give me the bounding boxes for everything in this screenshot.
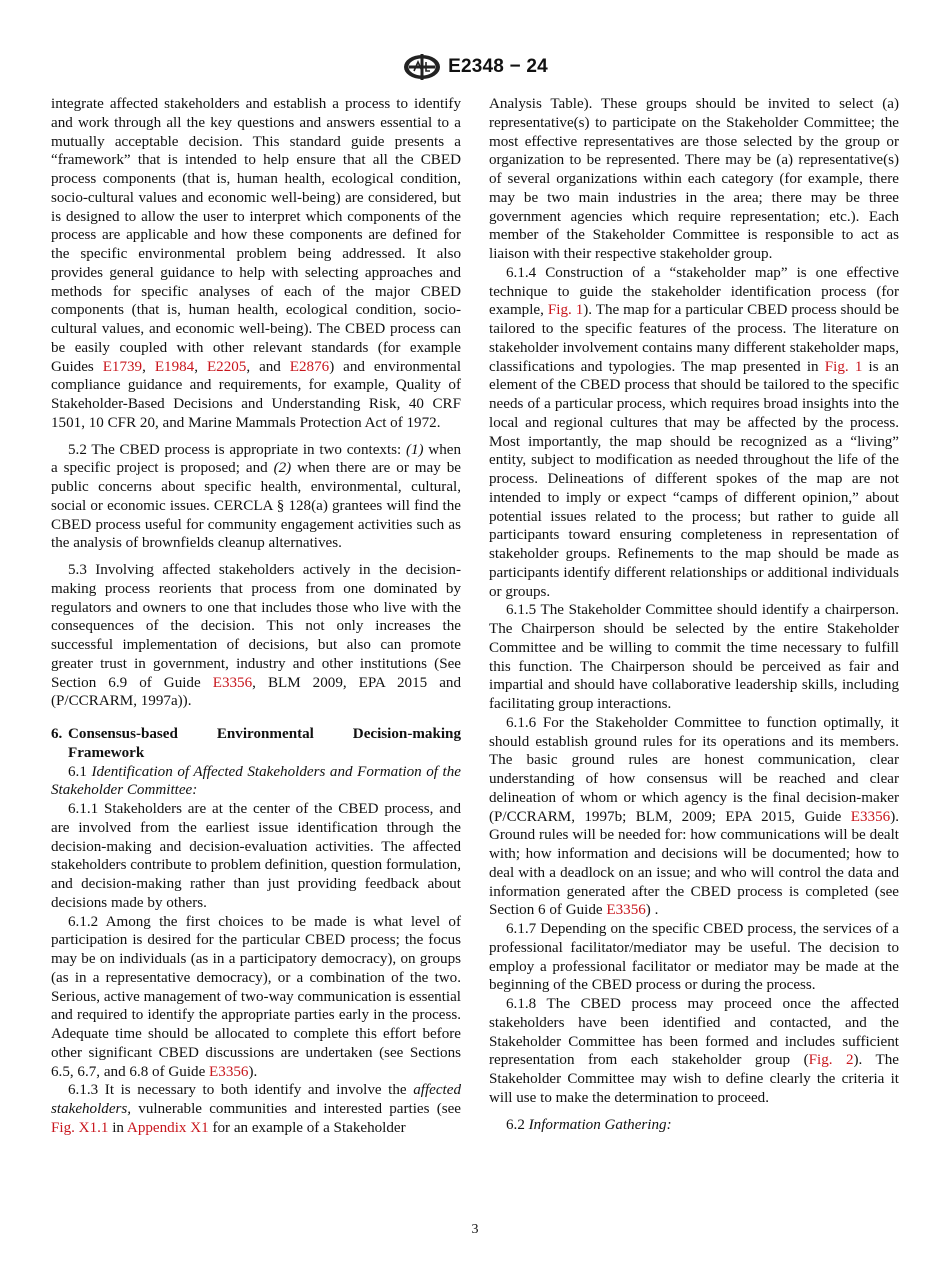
ref-e2205-link[interactable]: E2205 xyxy=(206,358,247,375)
page-number: 3 xyxy=(471,1222,479,1237)
ref-e2876-link[interactable]: E2876 xyxy=(289,358,330,375)
ref-fig-2-link[interactable]: Fig. 2 xyxy=(808,1052,854,1069)
ref-fig-x1-1-link[interactable]: Fig. X1.1 xyxy=(51,1119,109,1136)
paragraph-5-2: 5.2 The CBED process is appropriate in two contexts: (1) when a specific project is proposed; and (2) when there are or may be public concerns about specific health, environmental, cultural, social or economic issues. CERCLA § 128(a) grantees will find the CBED process useful for community engagement activities such as the analysis of brownfields cleanup alternatives. xyxy=(51,441,461,552)
ref-appendix-x1-link[interactable]: Appendix X1 xyxy=(126,1119,209,1136)
ref-fig-1-link[interactable]: Fig. 1 xyxy=(547,302,584,319)
ref-e3356-link[interactable]: E3356 xyxy=(850,808,891,825)
paragraph-5-3: 5.3 Involving affected stakeholders actively in the decision-making process reorients that process from one dominated by regulators and owners to one that includes those who live with the consequences of the decision. This not only increases the successful implementation of decisions, but also can promote greater trust in government, industry and other institutions (See Section 6.9 of Guide E3356, BLM 2009, EPA 2015 and (P/CCRARM, 1997a)). xyxy=(51,562,461,710)
ref-e1984-link[interactable]: E1984 xyxy=(154,358,195,375)
right-column xyxy=(489,95,899,1134)
paragraph-6-1-3-continued: Analysis Table). These groups should be invited to select (a) representative(s) to participate on the Stakeholder Committee; the most effective representatives are those selected by the group or organization to be represented. There may be (a) representative(s) of several organizations within each category (for example, there may be two main industries in the area; there may be three government agencies which require representation; etc.). Each member of the Stakeholder Committee is responsible to act as liaison with their respective stakeholder group. xyxy=(489,96,899,262)
paragraph-6-1-4: 6.1.4 Construction of a “stakeholder map” is one effective technique to guide the stakeholder identification process (for example, Fig. 1). The map for a particular CBED process should be tailored to the specific features of the process. The literature on stakeholder involvement contains many different stakeholder maps, classifications and typologies. The map presented in Fig. 1 is an element of the CBED process that should be tailored to the specific needs of a particular process, which requires broad insights into the local and regional cultures that may be affected by the process. Most importantly, the map should be recognized as a “living” entity, subject to modification as needed throughout the life of the process. Delineations of different spokes of the map are not intended to imply or expect “camps of different opinion,” about potential issues related to the process; but rather to guide all participants toward ensuring completeness in representation of stakeholder groups. Refinements to the map should be made as participants identify different relationships or additional individuals or groups. xyxy=(489,264,899,600)
astm-logo-icon xyxy=(402,52,442,82)
standard-designation: E2348 − 24 xyxy=(448,56,548,77)
paragraph-6-1: 6.1 Identification of Affected Stakeholders and Formation of the Stakeholder Committee: xyxy=(51,763,461,799)
ref-e3356-link[interactable]: E3356 xyxy=(212,674,253,691)
ref-e1739-link[interactable]: E1739 xyxy=(102,358,143,375)
paragraph-6-1-1: 6.1.1 Stakeholders are at the center of the CBED process, and are involved from the earliest issue identification through the decision-making and decision-evaluation activities. The affected stakeholders contribute to problem definition, question formulation, and decision-making rather than just providing feedback about decisions made by others. xyxy=(51,801,461,911)
paragraph-6-1-6: 6.1.6 For the Stakeholder Committee to function optimally, it should establish ground rules for its operations and its members. The basic ground rules are honest communication, clear understanding of how consensus will be reached and clear delineation of whom or which agency is the final decision-maker (P/CCRARM, 1997b; BLM, 2009; EPA 2015, Guide E3356). Ground rules will be needed for: how communications will be dealt with; how information and decisions will be documented; how to deal with a deadlock on an issue; and who will control the data and information generated after the CBED process is completed (see Section 6 of Guide E3356) . xyxy=(489,714,899,919)
ref-e3356-link[interactable]: E3356 xyxy=(209,1063,249,1080)
paragraph-6-1-7: 6.1.7 Depending on the specific CBED process, the services of a professional facilitator/mediator may be useful. The decision to employ a professional facilitator or mediator may be made at the beginning of the CBED process or during the process. xyxy=(489,921,899,994)
paragraph-6-1-8: 6.1.8 The CBED process may proceed once the affected stakeholders have been identified and contacted, and the Stakeholder Committee has been formed and includes sufficient representation from each stakeholder group (Fig. 2). The Stakeholder Committee may wish to define clearly the criteria it will use to make the determination to proceed. xyxy=(489,996,899,1106)
paragraph-6-1-2: 6.1.2 Among the first choices to be made is what level of participation is desired for the particular CBED process; the focus may be on individuals (as in a participatory democracy), on groups (as in a representative democracy), or a combination of the two. Serious, active management of two-way communication is essential and required to identify the appropriate parties early in the process. Adequate time should be allocated to complete this effort before other significant CBED discussions are undertaken (see Sections 6.5, 6.7, and 6.8 of Guide E3356). xyxy=(51,913,461,1080)
paragraph-6-2: 6.2 Information Gathering: xyxy=(506,1116,672,1133)
section-6-heading: 6. Consensus-based Environmental Decision-making Framework xyxy=(51,726,461,761)
page-header xyxy=(0,52,950,82)
left-column xyxy=(51,95,461,1138)
ref-e3356-link[interactable]: E3356 xyxy=(606,902,646,919)
paragraph-6-1-3: 6.1.3 It is necessary to both identify and involve the affected stakeholders, vulnerable communities and interested parties (see Fig. X1.1 in Appendix X1 for an example of a Stakeholder xyxy=(51,1082,461,1136)
paragraph-6-1-5: 6.1.5 The Stakeholder Committee should identify a chairperson. The Chairperson should be selected by the entire Stakeholder Committee and be willing to commit the time necessary to fulfill this function. The Chairperson should be perceived as fair and impartial and should have collaborative leadership skills, including facilitating group interactions. xyxy=(489,602,899,712)
ref-fig-1-link[interactable]: Fig. 1 xyxy=(824,358,863,375)
paragraph-5-1-continued: integrate affected stakeholders and establish a process to identify and work through all the key questions and answers essential to a mutually acceptable decision. This standard guide presents a “framework” that is intended to help ensure that all the CBED process components (that is, human health, ecological condition, socio-cultural values and economic well-being) are considered, but is designed to allow the user to interpret which components of the process are applicable and how these components are defined for the specific environmental problem being addressed. It also provides general guidance to help with selecting approaches and methods for specific analyses of each of the major CBED components (that is, human health, ecological condition, socio-cultural values, and economic well-being). The CBED process can be easily coupled with other relevant standards (for example Guides E1739, E1984, E2205, and E2876) and environmental compliance guidance and requirements, for example, Quality of Stakeholder-Based Decisions and Understanding Risk, 40 CRF 1501, 10 CFR 20, and Marine Mammals Protection Act of 1972. xyxy=(51,96,462,431)
